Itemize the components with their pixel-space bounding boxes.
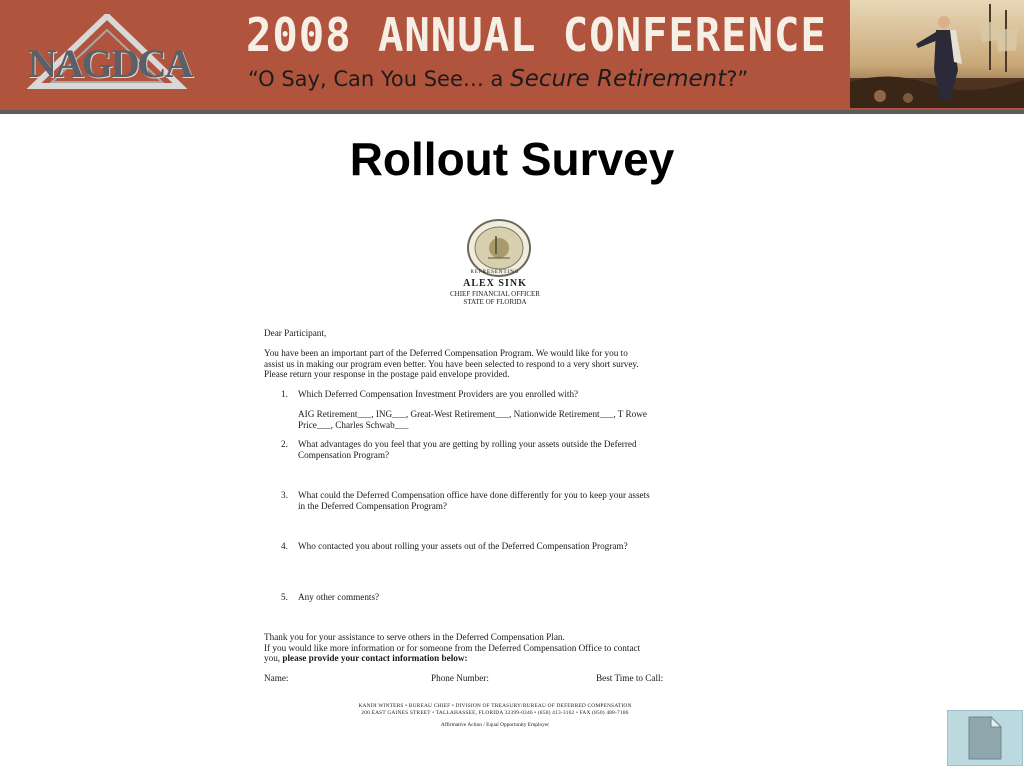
contact-line-plain: you, <box>264 653 283 663</box>
thank-you-line: Thank you for your assistance to serve others in the Deferred Compensation Plan. <box>264 632 565 642</box>
question-1: Which Deferred Compensation Investment Providers are you enrolled with? <box>298 389 579 399</box>
slide-title: Rollout Survey <box>349 133 675 185</box>
contact-line: If you would like more information or for someone from the Deferred Compensation Office to contact <box>264 642 641 653</box>
conference-subtitle <box>248 66 748 92</box>
intro-line: You have been an important part of the Deferred Compensation Program. We would like for you to <box>264 348 628 358</box>
officer-state: STATE OF FLORIDA <box>463 298 527 306</box>
letter-footer-eoe: Affirmative Action / Equal Opportunity Employer <box>440 722 550 728</box>
logo-text: NAGDCA <box>28 41 192 86</box>
officer-title: CHIEF FINANCIAL OFFICER <box>450 290 540 298</box>
question-2: What advantages do you feel that you are getting by rolling your assets outside the Deferred <box>298 439 637 449</box>
intro-line: Please return your response in the postage paid envelope provided. <box>264 369 510 379</box>
representing-label: REPRESENTING <box>470 270 520 275</box>
florida-seal-icon <box>466 218 532 278</box>
intro-line: assist us in making our program even better. You have been selected to respond to a very short survey. <box>264 358 639 369</box>
question-5: Any other comments? <box>298 592 380 602</box>
question-1-options: AIG Retirement___, ING___, Great-West Retirement___, Nationwide Retirement___, T Rowe <box>298 409 647 419</box>
question-number: 1. <box>281 389 288 399</box>
historic-figure-painting-icon <box>850 0 1024 108</box>
question-3: in the Deferred Compensation Program? <box>298 500 447 511</box>
document-icon <box>968 716 1002 760</box>
question-2: Compensation Program? <box>298 449 390 460</box>
question-number: 4. <box>281 541 288 551</box>
historic-painting <box>850 0 1024 108</box>
question-1-options: Price___, Charles Schwab___ <box>298 419 409 430</box>
contact-line-bold: please provide your contact information below: <box>282 653 468 663</box>
question-3: What could the Deferred Compensation office have done differently for you to keep your assets <box>298 490 650 500</box>
question-number: 5. <box>281 592 288 602</box>
best-time-field-label: Best Time to Call: <box>596 673 664 683</box>
conference-banner <box>0 0 1024 110</box>
banner-divider <box>0 110 1024 114</box>
question-4: Who contacted you about rolling your assets out of the Deferred Compensation Program? <box>298 541 628 551</box>
letter-footer-address: 200 EAST GAINES STREET • TALLAHASSEE, FLORIDA 32399-0346 • (850) 413-3162 • FAX (850) 488-7186 <box>361 710 629 716</box>
question-number: 3. <box>281 490 288 500</box>
officer-name: ALEX SINK <box>463 278 527 289</box>
survey-letter <box>250 214 740 736</box>
conference-title: 2008 ANNUAL CONFERENCE <box>246 8 827 62</box>
letter-footer: KANDI WINTERS • BUREAU CHIEF • DIVISION OF TREASURY/BUREAU OF DEFERRED COMPENSATION <box>358 703 632 709</box>
nagdca-logo <box>22 14 192 94</box>
subtitle-suffix: ?” <box>726 67 749 91</box>
phone-field-label: Phone Number: <box>431 673 489 683</box>
salutation: Dear Participant, <box>264 328 327 338</box>
document-button[interactable] <box>947 710 1023 766</box>
contact-line <box>264 653 468 664</box>
question-number: 2. <box>281 439 288 449</box>
name-field-label: Name: <box>264 673 289 683</box>
subtitle-prefix: “O Say, Can You See… a <box>248 67 511 91</box>
subtitle-emphasis: Secure Retirement <box>510 66 727 92</box>
